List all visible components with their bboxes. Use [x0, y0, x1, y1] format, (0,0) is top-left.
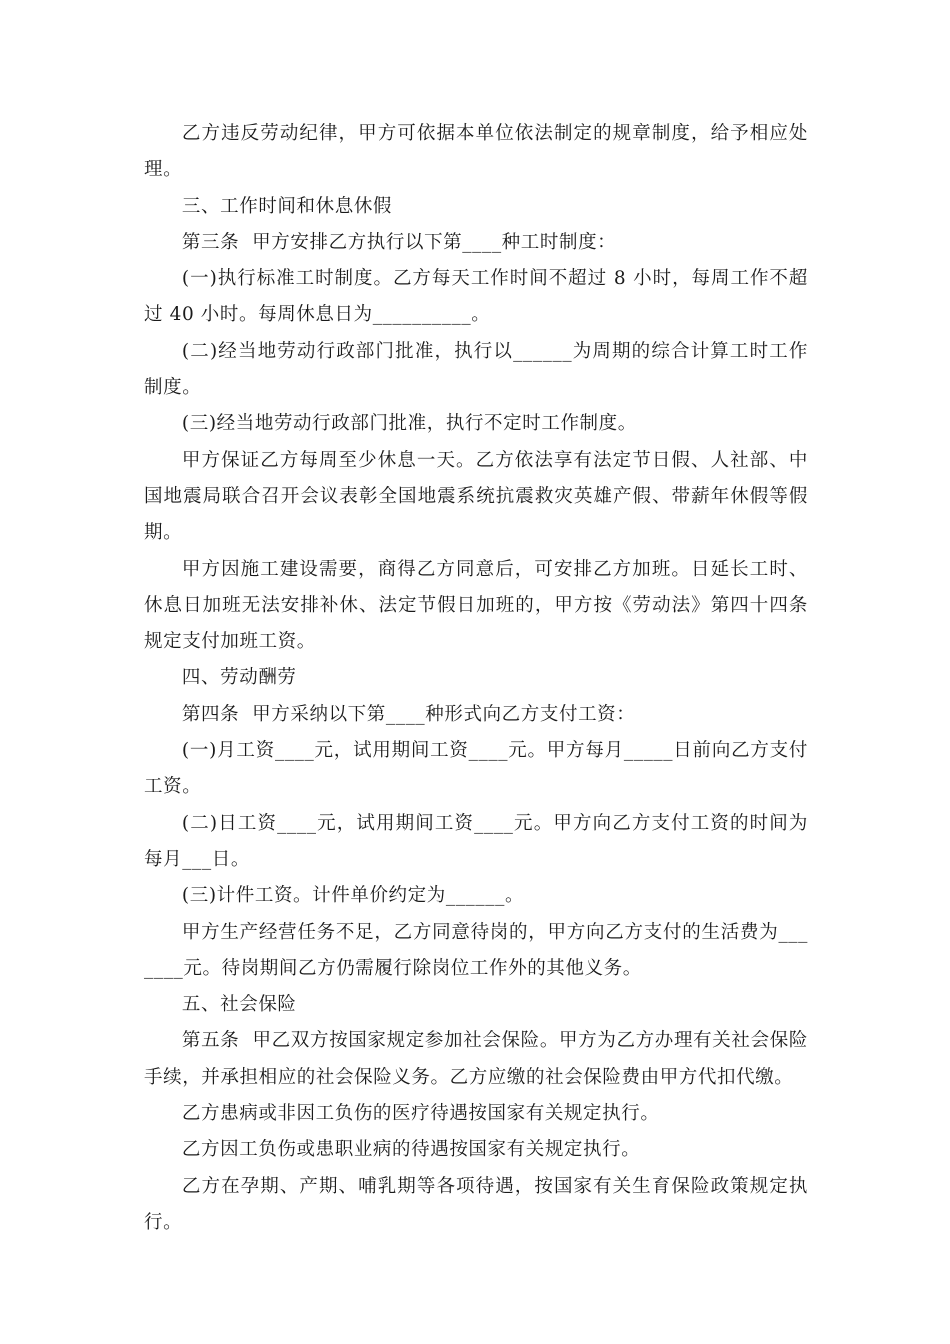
section-heading-remuneration: 四、劳动酬劳	[181, 667, 297, 689]
article-4-item-1: (一)月工资____元，试用期间工资____元。甲方每月_____日前向乙方支付工资。	[144, 740, 808, 798]
article-4-item-3: (三)计件工资。计件单价约定为______。	[181, 885, 525, 907]
article-4-item-2: (二)日工资____元，试用期间工资____元。甲方向乙方支付工资的时间为每月___日。	[144, 812, 808, 870]
paragraph-standby-allowance: 甲方生产经营任务不足，乙方同意待岗的，甲方向乙方支付的生活费为_______元。待岗期间乙方仍需履行除岗位工作外的其他义务。	[144, 921, 808, 979]
article-5: 第五条 甲乙双方按国家规定参加社会保险。甲方为乙方办理有关社会保险手续，并承担相应的社会保险义务。乙方应缴的社会保险费由甲方代扣代缴。	[144, 1030, 808, 1088]
document-body	[144, 116, 808, 1241]
article-3-item-2: (二)经当地劳动行政部门批准，执行以______为周期的综合计算工时工作制度。	[144, 340, 808, 399]
paragraph-illness-treatment: 乙方患病或非因工负伤的医疗待遇按国家有关规定执行。	[181, 1103, 660, 1125]
paragraph-overtime: 甲方因施工建设需要，商得乙方同意后，可安排乙方加班。日延长工时、休息日加班无法安排补休、法定节假日加班的，甲方按《劳动法》第四十四条规定支付加班工资。	[144, 558, 808, 653]
paragraph-discipline: 乙方违反劳动纪律，甲方可依据本单位依法制定的规章制度，给予相应处理。	[144, 123, 808, 181]
paragraph-maternity: 乙方在孕期、产期、哺乳期等各项待遇，按国家有关生育保险政策规定执行。	[144, 1175, 808, 1233]
article-3: 第三条 甲方安排乙方执行以下第____种工时制度：	[181, 231, 617, 253]
paragraph-work-injury: 乙方因工负伤或患职业病的待遇按国家有关规定执行。	[181, 1139, 641, 1161]
section-heading-working-hours: 三、工作时间和休息休假	[181, 195, 393, 217]
paragraph-rest-days: 甲方保证乙方每周至少休息一天。乙方依法享有法定节日假、人社部、中国地震局联合召开会议表彰全国地震系统抗震救灾英雄产假、带薪年休假等假期。	[144, 449, 808, 544]
article-3-item-1: (一)执行标准工时制度。乙方每天工作时间不超过 8 小时，每周工作不超过 40 小时。每周休息日为__________。	[144, 268, 808, 326]
section-heading-social-insurance: 五、社会保险	[181, 994, 297, 1016]
article-4: 第四条 甲方采纳以下第____种形式向乙方支付工资：	[181, 703, 636, 725]
article-3-item-3: (三)经当地劳动行政部门批准，执行不定时工作制度。	[181, 413, 637, 435]
